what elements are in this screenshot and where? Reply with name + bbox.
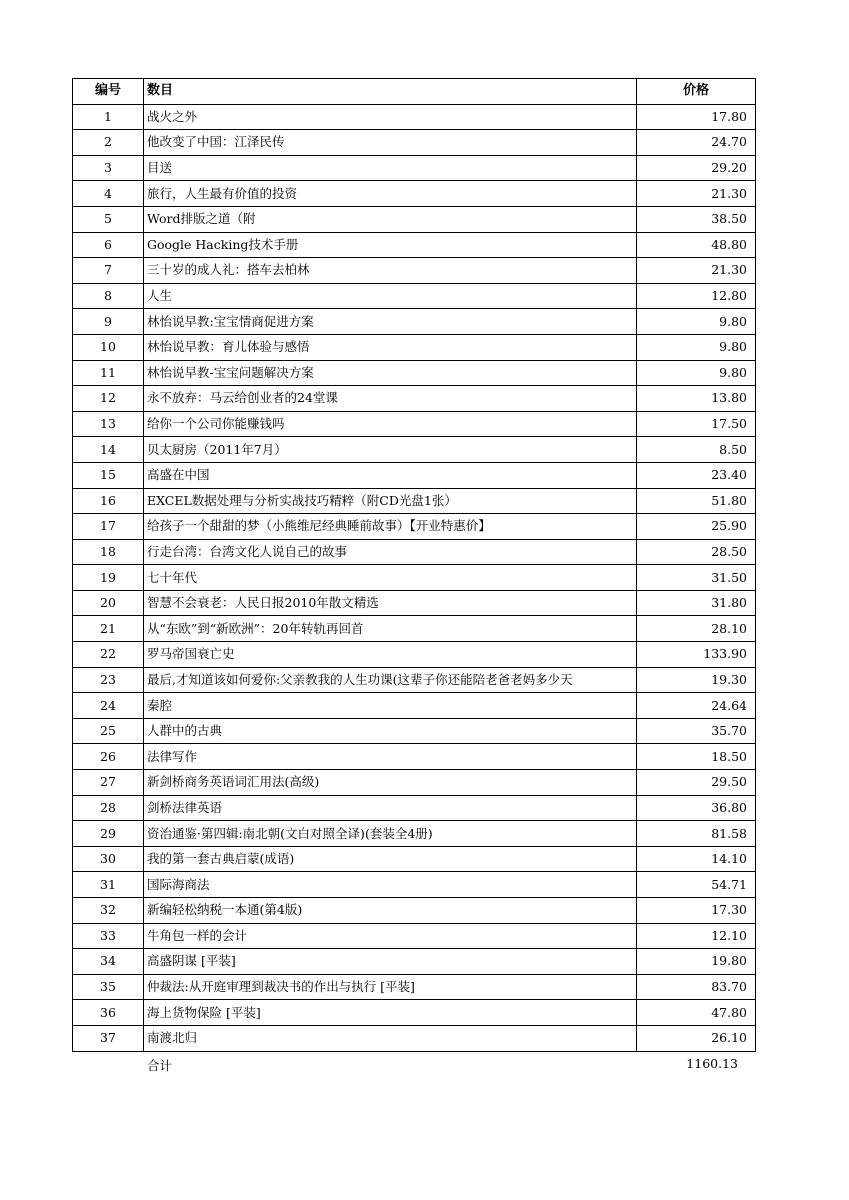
- cell-title: 法律写作: [144, 744, 637, 770]
- table-row: [73, 1025, 756, 1051]
- cell-price: 26.10: [637, 1025, 756, 1051]
- cell-number: 33: [73, 923, 144, 949]
- cell-title: 林怡说早教：育儿体验与感悟: [144, 334, 637, 360]
- table-row: [73, 539, 756, 565]
- table-row: [73, 821, 756, 847]
- cell-number: 2: [73, 130, 144, 156]
- table-row: [73, 949, 756, 975]
- table-row: [73, 232, 756, 258]
- cell-price: 83.70: [637, 974, 756, 1000]
- cell-number: 18: [73, 539, 144, 565]
- cell-price: 19.30: [637, 667, 756, 693]
- table-row: [73, 642, 756, 668]
- table-row: [73, 437, 756, 463]
- cell-price: 25.90: [637, 514, 756, 540]
- cell-title: 海上货物保险 [平装]: [144, 1000, 637, 1026]
- table-row: [73, 360, 756, 386]
- cell-number: 37: [73, 1025, 144, 1051]
- cell-title: 目送: [144, 155, 637, 181]
- header-price: 价格: [637, 79, 756, 105]
- table-row: [73, 744, 756, 770]
- cell-price: 12.80: [637, 283, 756, 309]
- cell-title: 仲裁法:从开庭审理到裁决书的作出与执行 [平装]: [144, 974, 637, 1000]
- cell-price: 47.80: [637, 1000, 756, 1026]
- cell-number: 5: [73, 206, 144, 232]
- cell-price: 21.30: [637, 181, 756, 207]
- cell-title: 战火之外: [144, 104, 637, 130]
- cell-number: 1: [73, 104, 144, 130]
- cell-title: 林怡说早教-宝宝问题解决方案: [144, 360, 637, 386]
- cell-number: 17: [73, 514, 144, 540]
- cell-title: 新剑桥商务英语词汇用法(高级): [144, 770, 637, 796]
- cell-price: 81.58: [637, 821, 756, 847]
- table-row: [73, 667, 756, 693]
- cell-title: 给孩子一个甜甜的梦（小熊维尼经典睡前故事）【开业特惠价】: [144, 514, 637, 540]
- cell-price: 48.80: [637, 232, 756, 258]
- cell-title: 旅行，人生最有价值的投资: [144, 181, 637, 207]
- cell-number: 31: [73, 872, 144, 898]
- table-row: [73, 386, 756, 412]
- cell-number: 27: [73, 770, 144, 796]
- table-row: [73, 462, 756, 488]
- cell-price: 12.10: [637, 923, 756, 949]
- table-header-row: [73, 79, 756, 105]
- cell-number: 29: [73, 821, 144, 847]
- cell-title: 罗马帝国衰亡史: [144, 642, 637, 668]
- cell-number: 21: [73, 616, 144, 642]
- table-row: [73, 898, 756, 924]
- cell-title: 最后,才知道该如何爱你:父亲教我的人生功课(这辈子你还能陪老爸老妈多少天: [144, 667, 637, 693]
- table-row: [73, 693, 756, 719]
- cell-price: 24.70: [637, 130, 756, 156]
- cell-title: 南渡北归: [144, 1025, 637, 1051]
- table-row: [73, 974, 756, 1000]
- cell-number: 8: [73, 283, 144, 309]
- table-row: [73, 616, 756, 642]
- table-row: [73, 718, 756, 744]
- cell-title: 贝太厨房（2011年7月）: [144, 437, 637, 463]
- cell-price: 36.80: [637, 795, 756, 821]
- cell-title: 三十岁的成人礼：搭车去柏林: [144, 258, 637, 284]
- cell-title: 智慧不会衰老：人民日报2010年散文精选: [144, 590, 637, 616]
- table-row: [73, 206, 756, 232]
- cell-title: 七十年代: [144, 565, 637, 591]
- total-value: 1160.13: [686, 1056, 738, 1071]
- cell-title: 牛角包一样的会计: [144, 923, 637, 949]
- cell-number: 13: [73, 411, 144, 437]
- cell-title: 新编轻松纳税一本通(第4版): [144, 898, 637, 924]
- cell-title: 我的第一套古典启蒙(成语): [144, 846, 637, 872]
- table-row: [73, 590, 756, 616]
- table-row: [73, 1000, 756, 1026]
- cell-price: 51.80: [637, 488, 756, 514]
- cell-title: 林怡说早教:宝宝情商促进方案: [144, 309, 637, 335]
- cell-price: 28.10: [637, 616, 756, 642]
- cell-price: 38.50: [637, 206, 756, 232]
- cell-number: 6: [73, 232, 144, 258]
- table-row: [73, 181, 756, 207]
- cell-title: EXCEL数据处理与分析实战技巧精粹（附CD光盘1张）: [144, 488, 637, 514]
- table-row: [73, 309, 756, 335]
- table-row: [73, 923, 756, 949]
- table-row: [73, 488, 756, 514]
- cell-number: 15: [73, 462, 144, 488]
- cell-number: 35: [73, 974, 144, 1000]
- cell-number: 7: [73, 258, 144, 284]
- cell-price: 54.71: [637, 872, 756, 898]
- cell-number: 16: [73, 488, 144, 514]
- cell-title: Google Hacking技术手册: [144, 232, 637, 258]
- cell-title: 永不放弃：马云给创业者的24堂课: [144, 386, 637, 412]
- cell-number: 24: [73, 693, 144, 719]
- cell-number: 20: [73, 590, 144, 616]
- cell-number: 11: [73, 360, 144, 386]
- cell-number: 14: [73, 437, 144, 463]
- cell-title: 人群中的古典: [144, 718, 637, 744]
- cell-number: 4: [73, 181, 144, 207]
- cell-number: 30: [73, 846, 144, 872]
- cell-title: 剑桥法律英语: [144, 795, 637, 821]
- table-row: [73, 130, 756, 156]
- table-row: [73, 411, 756, 437]
- cell-title: Word排版之道（附: [144, 206, 637, 232]
- cell-number: 10: [73, 334, 144, 360]
- total-label: 合计: [147, 1058, 173, 1073]
- cell-price: 29.20: [637, 155, 756, 181]
- table-row: [73, 846, 756, 872]
- cell-title: 从“东欧”到“新欧洲”：20年转轨再回首: [144, 616, 637, 642]
- cell-price: 9.80: [637, 334, 756, 360]
- table-row: [73, 104, 756, 130]
- cell-number: 19: [73, 565, 144, 591]
- table-row: [73, 258, 756, 284]
- table-row: [73, 155, 756, 181]
- cell-price: 28.50: [637, 539, 756, 565]
- cell-number: 12: [73, 386, 144, 412]
- cell-title: 人生: [144, 283, 637, 309]
- cell-title: 秦腔: [144, 693, 637, 719]
- cell-number: 34: [73, 949, 144, 975]
- cell-price: 35.70: [637, 718, 756, 744]
- cell-number: 23: [73, 667, 144, 693]
- cell-price: 31.50: [637, 565, 756, 591]
- table-row: [73, 514, 756, 540]
- cell-title: 给你一个公司你能赚钱吗: [144, 411, 637, 437]
- cell-number: 26: [73, 744, 144, 770]
- cell-price: 9.80: [637, 360, 756, 386]
- cell-title: 高盛在中国: [144, 462, 637, 488]
- header-title: 数目: [144, 79, 637, 105]
- cell-title: 资治通鉴·第四辑:南北朝(文白对照全译)(套装全4册): [144, 821, 637, 847]
- cell-number: 25: [73, 718, 144, 744]
- cell-price: 24.64: [637, 693, 756, 719]
- cell-price: 14.10: [637, 846, 756, 872]
- cell-price: 133.90: [637, 642, 756, 668]
- cell-price: 17.80: [637, 104, 756, 130]
- table-row: [73, 770, 756, 796]
- cell-number: 9: [73, 309, 144, 335]
- cell-price: 23.40: [637, 462, 756, 488]
- cell-price: 13.80: [637, 386, 756, 412]
- cell-title: 高盛阴谋 [平装]: [144, 949, 637, 975]
- cell-number: 22: [73, 642, 144, 668]
- cell-price: 17.30: [637, 898, 756, 924]
- cell-number: 3: [73, 155, 144, 181]
- table-row: [73, 795, 756, 821]
- cell-price: 31.80: [637, 590, 756, 616]
- table-row: [73, 565, 756, 591]
- book-price-table: [72, 78, 756, 1052]
- cell-price: 29.50: [637, 770, 756, 796]
- cell-price: 9.80: [637, 309, 756, 335]
- table-row: [73, 334, 756, 360]
- header-number: 编号: [73, 79, 144, 105]
- table-row: [73, 872, 756, 898]
- cell-price: 18.50: [637, 744, 756, 770]
- table-row: [73, 283, 756, 309]
- cell-price: 17.50: [637, 411, 756, 437]
- cell-title: 他改变了中国：江泽民传: [144, 130, 637, 156]
- cell-price: 21.30: [637, 258, 756, 284]
- cell-number: 36: [73, 1000, 144, 1026]
- cell-number: 28: [73, 795, 144, 821]
- cell-price: 19.80: [637, 949, 756, 975]
- cell-title: 国际海商法: [144, 872, 637, 898]
- cell-price: 8.50: [637, 437, 756, 463]
- cell-number: 32: [73, 898, 144, 924]
- cell-title: 行走台湾：台湾文化人说自己的故事: [144, 539, 637, 565]
